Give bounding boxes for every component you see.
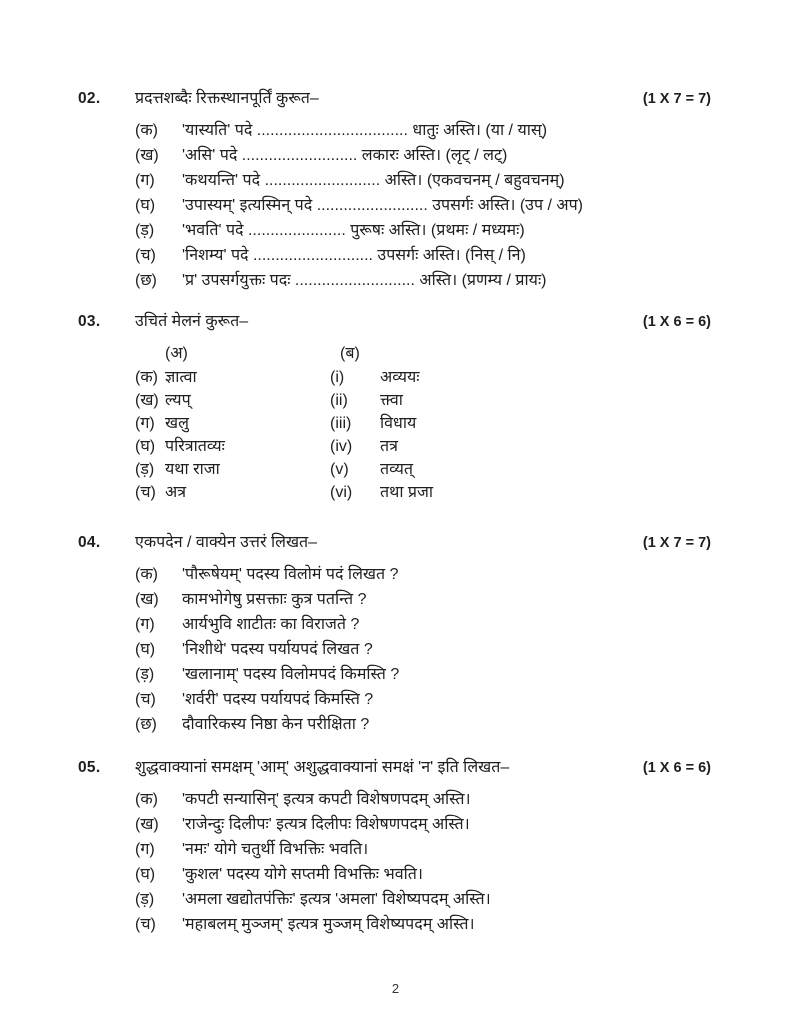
item-text: 'खलानाम्' पदस्य विलोमपदं किमस्ति ? [182, 666, 400, 683]
item-label: (घ) [135, 197, 156, 214]
item-label: (घ) [135, 866, 156, 883]
match-a-label: (क) [135, 369, 158, 386]
questions-container [78, 86, 711, 937]
item-text: 'कपटी सन्यासिन्' इत्यत्र कपटी विशेषणपदम् अस्ति। [182, 791, 471, 808]
item-label: (क) [135, 791, 158, 808]
item-label: (ग) [135, 841, 155, 858]
match-a-text: ज्ञात्वा [165, 369, 197, 386]
question-item [135, 637, 711, 662]
question-section [78, 86, 711, 293]
question-body [135, 562, 711, 737]
question-item [135, 268, 711, 293]
item-text: 'नमः' योगे चतुर्थी विभक्तिः भवति। [182, 841, 369, 858]
item-label: (ख) [135, 147, 159, 164]
question-item [135, 193, 711, 218]
match-a-label: (ग) [135, 415, 155, 432]
match-row [135, 366, 711, 389]
question-item [135, 812, 711, 837]
item-label: (ड़) [135, 666, 155, 683]
item-label: (छ) [135, 272, 157, 289]
item-label: (छ) [135, 716, 157, 733]
item-text: 'निशम्य' पदे ........................... उपसर्गः अस्ति। (निस् / नि) [182, 247, 526, 264]
question-number: 03. [78, 313, 101, 330]
item-text: 'अमला खद्योतपंक्तिः' इत्यत्र 'अमला' विशेष्यपदम् अस्ति। [182, 891, 491, 908]
question-item [135, 243, 711, 268]
question-header [78, 86, 711, 112]
item-label: (घ) [135, 641, 156, 658]
question-title: उचितं मेलनं कुरूत– [135, 313, 249, 330]
match-row [135, 458, 711, 481]
item-label: (ड़) [135, 222, 155, 239]
item-text: 'निशीथे' पदस्य पर्यायपदं लिखत ? [182, 641, 373, 658]
match-row [135, 481, 711, 504]
question-item [135, 887, 711, 912]
question-header [78, 309, 711, 335]
match-a-text: ल्यप् [165, 392, 191, 409]
question-item [135, 687, 711, 712]
question-item [135, 862, 711, 887]
question-marks: (1 X 7 = 7) [642, 91, 711, 107]
match-b-text: तत्र [380, 438, 398, 455]
question-item [135, 587, 711, 612]
match-b-text: तव्यत् [380, 461, 413, 478]
match-b-label: (i) [330, 369, 345, 386]
match-column-headers [135, 341, 711, 366]
question-section [78, 309, 711, 504]
question-title: प्रदत्तशब्दैः रिक्तस्थानपूर्तिं कुरूत– [135, 90, 319, 107]
match-row [135, 389, 711, 412]
question-item [135, 168, 711, 193]
item-text: 'उपास्यम्' इत्यस्मिन् पदे ......................... उपसर्गः अस्ति। (उप / अप) [182, 197, 584, 214]
column-a-header: (अ) [165, 345, 188, 362]
item-label: (च) [135, 916, 156, 933]
item-text: 'कुशल' पदस्य योगे सप्तमी विभक्तिः भवति। [182, 866, 423, 883]
item-text: 'राजेन्दुः दिलीपः' इत्यत्र दिलीपः विशेषणपदम् अस्ति। [182, 816, 470, 833]
match-a-text: यथा राजा [165, 461, 220, 478]
item-text: 'प्र' उपसर्गयुक्तः पदः ........................... अस्ति। (प्रणम्य / प्रायः) [182, 272, 547, 289]
match-a-text: खलु [165, 415, 189, 432]
match-b-text: अव्ययः [380, 369, 420, 386]
question-section [78, 530, 711, 737]
question-item [135, 562, 711, 587]
page-number: 2 [391, 981, 400, 996]
item-text: आर्यभुवि शाटीतः का विराजते ? [182, 616, 360, 633]
question-item [135, 837, 711, 862]
question-title: शुद्धवाक्यानां समक्षम् 'आम्' अशुद्धवाक्यानां समक्षं 'न' इति लिखत– [135, 759, 510, 776]
question-body [135, 118, 711, 293]
match-a-label: (ड़) [135, 461, 155, 478]
match-a-text: परित्रातव्यः [165, 438, 225, 455]
match-b-text: विधाय [380, 415, 417, 432]
match-a-label: (ख) [135, 392, 159, 409]
match-b-text: क्त्वा [380, 392, 403, 409]
question-item [135, 143, 711, 168]
question-number: 04. [78, 534, 101, 551]
item-text: 'शर्वरी' पदस्य पर्यायपदं किमस्ति ? [182, 691, 374, 708]
question-item [135, 218, 711, 243]
column-b-header: (ब) [340, 345, 360, 362]
question-marks: (1 X 6 = 6) [642, 314, 711, 330]
question-item [135, 118, 711, 143]
question-marks: (1 X 7 = 7) [642, 535, 711, 551]
question-header [78, 755, 711, 781]
item-text: 'कथयन्ति' पदे .......................... अस्ति। (एकवचनम् / बहुवचनम्) [182, 172, 565, 189]
item-label: (ख) [135, 591, 159, 608]
match-b-label: (ii) [330, 392, 348, 409]
question-body [135, 341, 711, 504]
question-number: 02. [78, 90, 101, 107]
item-label: (ग) [135, 172, 155, 189]
item-label: (ड़) [135, 891, 155, 908]
question-title: एकपदेन / वाक्येन उत्तरं लिखत– [135, 534, 318, 551]
match-a-text: अत्र [165, 484, 187, 501]
item-text: 'असि' पदे .......................... लकारः अस्ति। (लृट् / लट्) [182, 147, 508, 164]
question-marks: (1 X 6 = 6) [642, 760, 711, 776]
question-item [135, 612, 711, 637]
item-text: 'भवति' पदे ...................... पुरूषः अस्ति। (प्रथमः / मध्यमः) [182, 222, 525, 239]
match-a-label: (घ) [135, 438, 156, 455]
question-item [135, 787, 711, 812]
item-label: (च) [135, 691, 156, 708]
item-text: 'पौरूषेयम्' पदस्य विलोमं पदं लिखत ? [182, 566, 399, 583]
question-item [135, 912, 711, 937]
match-b-label: (v) [330, 461, 349, 478]
question-section [78, 755, 711, 937]
item-label: (ग) [135, 616, 155, 633]
match-row [135, 435, 711, 458]
item-label: (च) [135, 247, 156, 264]
question-number: 05. [78, 759, 101, 776]
item-label: (क) [135, 122, 158, 139]
match-b-label: (vi) [330, 484, 353, 501]
question-header [78, 530, 711, 556]
item-text: कामभोगेषु प्रसक्ताः कुत्र पतन्ति ? [182, 591, 367, 608]
item-text: 'यास्यति' पदे .................................. धातुः अस्ति। (या / यास्) [182, 122, 548, 139]
item-text: दौवारिकस्य निष्ठा केन परीक्षिता ? [182, 716, 370, 733]
question-body [135, 787, 711, 937]
question-item [135, 662, 711, 687]
question-item [135, 712, 711, 737]
item-label: (क) [135, 566, 158, 583]
match-b-label: (iv) [330, 438, 353, 455]
match-row [135, 412, 711, 435]
item-text: 'महाबलम् मुञ्जम्' इत्यत्र मुञ्जम् विशेष्यपदम् अस्ति। [182, 916, 475, 933]
match-b-text: तथा प्रजा [380, 484, 434, 501]
item-label: (ख) [135, 816, 159, 833]
match-b-label: (iii) [330, 415, 352, 432]
match-a-label: (च) [135, 484, 156, 501]
